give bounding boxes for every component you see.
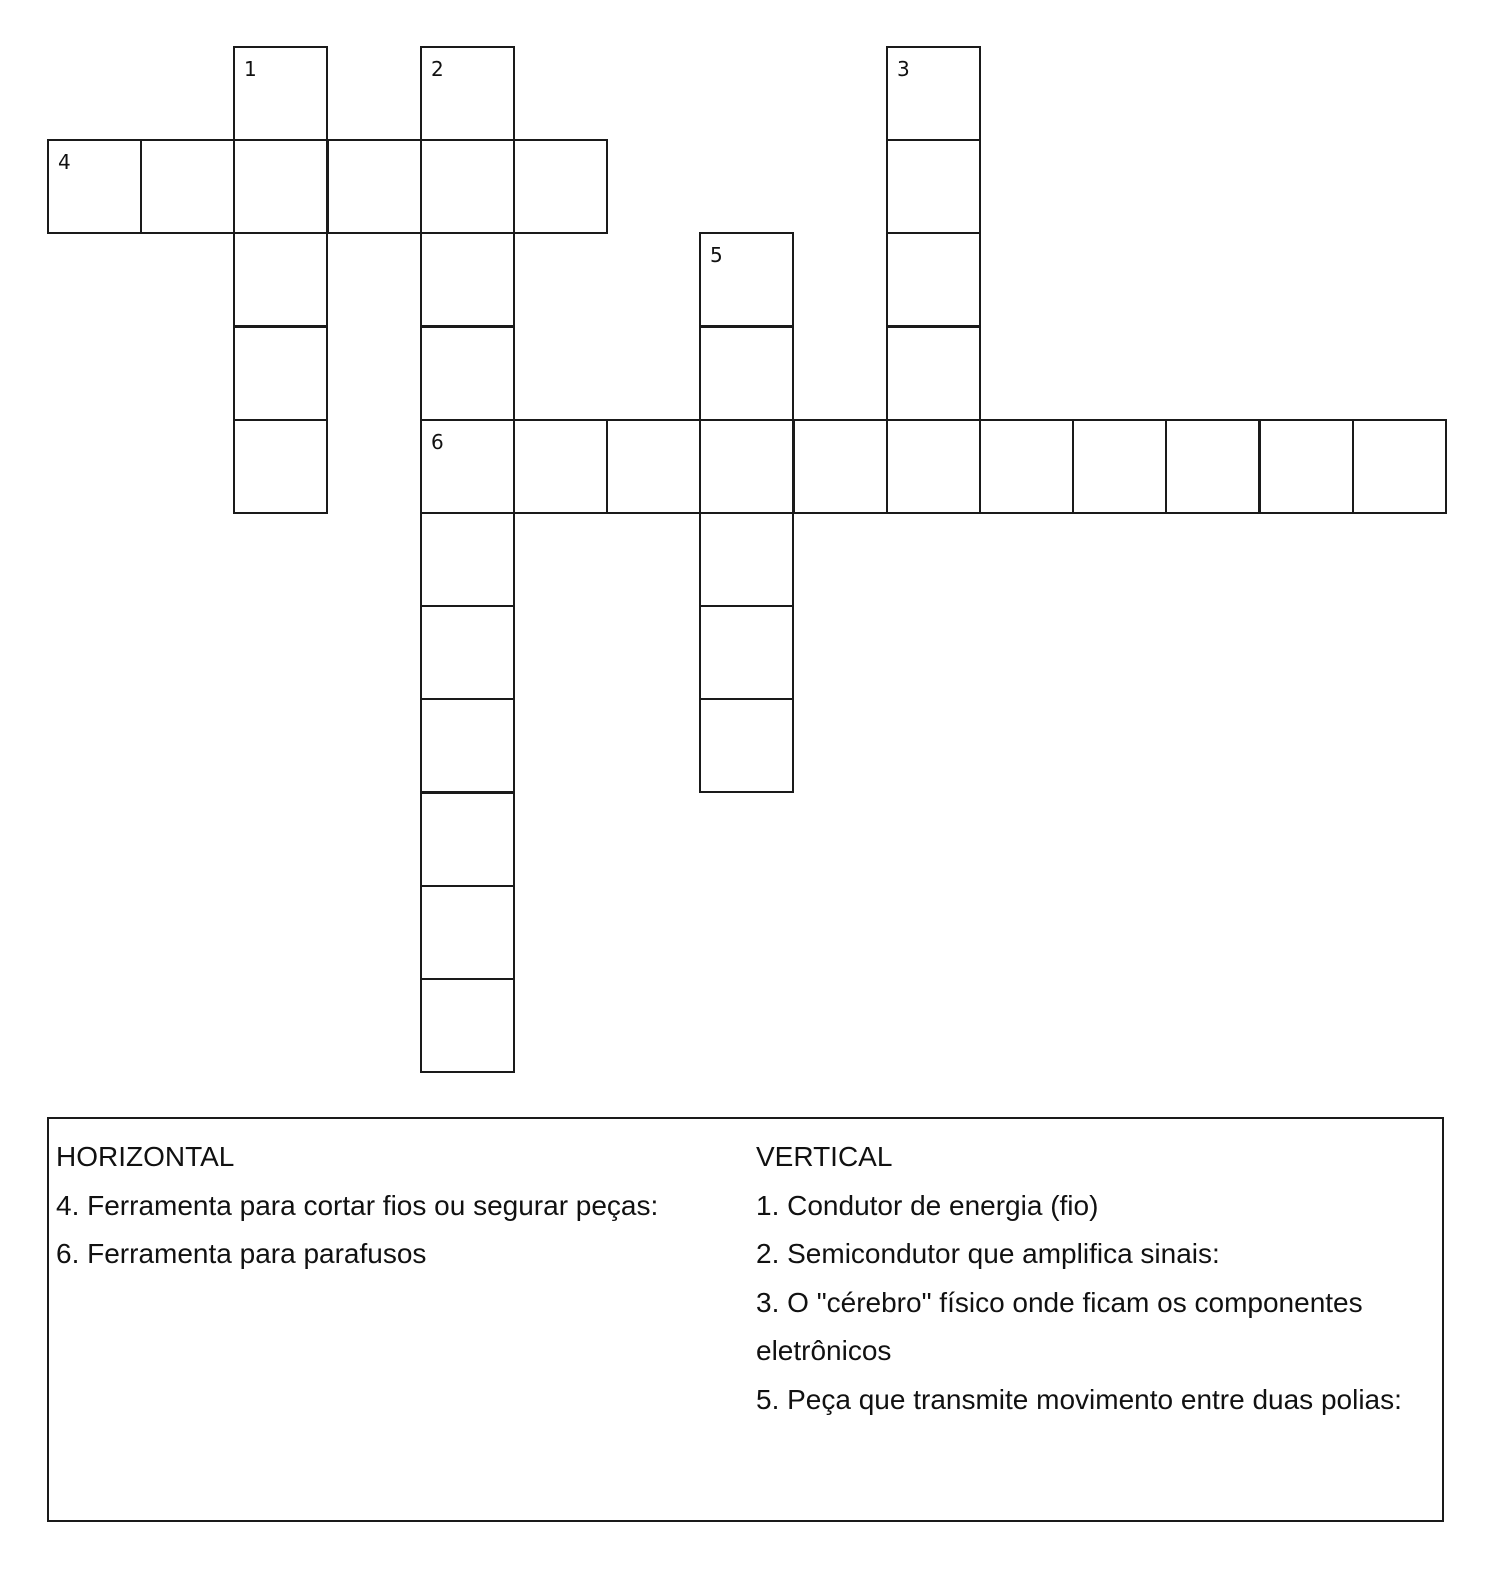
grid-cell-r1-c1[interactable] xyxy=(140,139,235,234)
clue-down-1: 1. Condutor de energia (fio) xyxy=(756,1189,1099,1221)
grid-cell-r10-c4[interactable] xyxy=(420,978,515,1073)
vertical-heading: VERTICAL xyxy=(756,1141,893,1172)
clue-down-2: 2. Semicondutor que amplifica sinais: xyxy=(756,1238,1220,1269)
grid-cell-r4-c13[interactable] xyxy=(1259,419,1354,514)
clue-number-1: 1 xyxy=(244,57,257,81)
grid-cell-r1-c4[interactable] xyxy=(420,139,515,234)
grid-cell-r7-c4[interactable] xyxy=(420,698,515,793)
clue-number-5: 5 xyxy=(710,243,723,267)
clue-across-4: 4. Ferramenta para cortar fios ou segurar peças: xyxy=(56,1189,659,1221)
grid-cell-r6-c4[interactable] xyxy=(420,605,515,700)
clues-box xyxy=(47,1117,1444,1522)
horizontal-clues xyxy=(56,1133,736,1279)
grid-cell-r4-c10[interactable] xyxy=(979,419,1074,514)
grid-cell-r2-c4[interactable] xyxy=(420,232,515,327)
grid-cell-r3-c2[interactable] xyxy=(233,326,328,421)
clue-number-4: 4 xyxy=(58,150,71,174)
grid-cell-r1-c9[interactable] xyxy=(886,139,981,234)
grid-cell-r1-c2[interactable] xyxy=(233,139,328,234)
clue-down-5: 5. Peça que transmite movimento entre duas polias: xyxy=(756,1383,1402,1415)
grid-cell-r4-c14[interactable] xyxy=(1352,419,1447,514)
grid-cell-r2-c9[interactable] xyxy=(886,232,981,327)
grid-cell-r3-c9[interactable] xyxy=(886,326,981,421)
grid-cell-r1-c5[interactable] xyxy=(513,139,608,234)
clue-down-3: 3. O "cérebro" físico onde ficam os componentes eletrônicos xyxy=(756,1286,1363,1366)
grid-cell-r4-c9[interactable] xyxy=(886,419,981,514)
grid-cell-r4-c5[interactable] xyxy=(513,419,608,514)
grid-cell-r2-c7[interactable] xyxy=(699,232,794,327)
clue-number-6: 6 xyxy=(431,430,444,454)
grid-cell-r5-c7[interactable] xyxy=(699,512,794,607)
grid-cell-r4-c8[interactable] xyxy=(793,419,888,514)
grid-cell-r0-c4[interactable] xyxy=(420,46,515,141)
grid-cell-r5-c4[interactable] xyxy=(420,512,515,607)
grid-cell-r1-c0[interactable] xyxy=(47,139,142,234)
grid-cell-r0-c2[interactable] xyxy=(233,46,328,141)
grid-cell-r4-c2[interactable] xyxy=(233,419,328,514)
clue-across-6: 6. Ferramenta para parafusos xyxy=(56,1238,427,1269)
grid-cell-r3-c4[interactable] xyxy=(420,326,515,421)
clue-number-2: 2 xyxy=(431,57,444,81)
clue-number-3: 3 xyxy=(897,57,910,81)
grid-cell-r9-c4[interactable] xyxy=(420,885,515,980)
grid-cell-r2-c2[interactable] xyxy=(233,232,328,327)
grid-cell-r7-c7[interactable] xyxy=(699,698,794,793)
grid-cell-r8-c4[interactable] xyxy=(420,792,515,887)
grid-cell-r4-c4[interactable] xyxy=(420,419,515,514)
grid-cell-r3-c7[interactable] xyxy=(699,326,794,421)
grid-cell-r6-c7[interactable] xyxy=(699,605,794,700)
grid-cell-r0-c9[interactable] xyxy=(886,46,981,141)
vertical-clues xyxy=(756,1133,1426,1424)
horizontal-heading: HORIZONTAL xyxy=(56,1141,235,1172)
grid-cell-r4-c6[interactable] xyxy=(606,419,701,514)
grid-cell-r4-c12[interactable] xyxy=(1165,419,1260,514)
grid-cell-r1-c3[interactable] xyxy=(327,139,422,234)
grid-cell-r4-c11[interactable] xyxy=(1072,419,1167,514)
grid-cell-r4-c7[interactable] xyxy=(699,419,794,514)
